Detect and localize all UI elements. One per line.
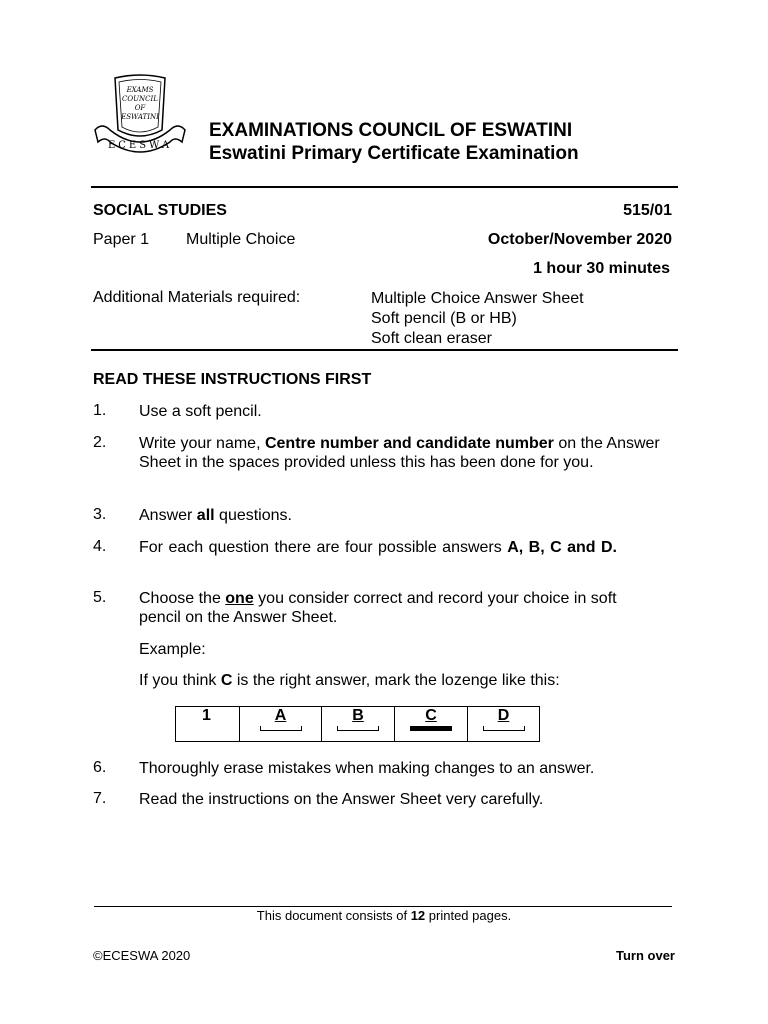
instruction-text: Use a soft pencil. [139, 403, 262, 420]
eceswa-logo [90, 70, 190, 160]
instruction-text: Write your name, Centre number and candidate number on the Answer Sheet in the spaces provided unless this has been done for you. [139, 435, 660, 471]
turn-over-label: Turn over [616, 948, 675, 963]
instruction-text: Thoroughly erase mistakes when making changes to an answer. [139, 760, 595, 777]
footer-divider [94, 906, 672, 907]
lozenge-c-filled [410, 726, 452, 731]
exam-duration: 1 hour 30 minutes [533, 260, 670, 277]
instruction-text: Read the instructions on the Answer Sheet very carefully. [139, 791, 544, 808]
exam-subtitle: Eswatini Primary Certificate Examination [209, 143, 579, 164]
lozenge-a [260, 726, 302, 731]
paper-code: 515/01 [623, 202, 672, 219]
paper-type: Multiple Choice [186, 231, 296, 248]
instruction-number: 2. [93, 434, 107, 451]
material-item: Soft clean eraser [371, 330, 492, 347]
instruction-number: 3. [93, 506, 107, 523]
instructions-heading: READ THESE INSTRUCTIONS FIRST [93, 371, 372, 388]
example-text: If you think C is the right answer, mark the lozenge like this: [139, 672, 560, 689]
council-title: EXAMINATIONS COUNCIL OF ESWATINI [209, 120, 573, 141]
lozenge-b [337, 726, 379, 731]
header-bottom-divider [91, 349, 678, 351]
instruction-number: 1. [93, 402, 107, 419]
materials-label: Additional Materials required: [93, 289, 301, 306]
instruction-number: 4. [93, 538, 107, 555]
option-a-cell: A [240, 707, 322, 741]
logo-line-2: COUNCIL [122, 95, 158, 103]
instruction-number: 5. [93, 589, 107, 606]
materials-list [371, 289, 584, 349]
material-item: Multiple Choice Answer Sheet [371, 290, 584, 307]
crest-icon [90, 70, 190, 160]
logo-line-4: ESWATINI [121, 113, 159, 121]
exam-session: October/November 2020 [487, 231, 672, 248]
option-b-cell: B [322, 707, 395, 741]
instruction-text: Choose the one you consider correct and record your choice in soft pencil on the Answer Sheet. [139, 590, 617, 626]
option-c-cell: C [395, 707, 468, 741]
example-answer-row [175, 706, 540, 742]
copyright: ©ECESWA 2020 [93, 948, 191, 963]
example-label: Example: [139, 641, 206, 658]
option-d-cell: D [468, 707, 539, 741]
instruction-text: Answer all questions. [139, 507, 292, 524]
instruction-text: For each question there are four possible answers A, B, C and D. [139, 539, 617, 556]
lozenge-d [483, 726, 525, 731]
instruction-number: 7. [93, 790, 107, 807]
page-count-note: This document consists of 12 printed pages. [256, 908, 512, 923]
logo-line-3: OF [134, 104, 146, 112]
logo-banner: ECESWA [107, 140, 173, 151]
material-item: Soft pencil (B or HB) [371, 310, 517, 327]
question-number-cell: 1 [176, 707, 240, 741]
logo-line-1: EXAMS [126, 86, 154, 94]
subject-name: SOCIAL STUDIES [93, 202, 227, 219]
paper-label: Paper 1 [93, 231, 150, 248]
instruction-number: 6. [93, 759, 107, 776]
top-divider [91, 186, 678, 188]
